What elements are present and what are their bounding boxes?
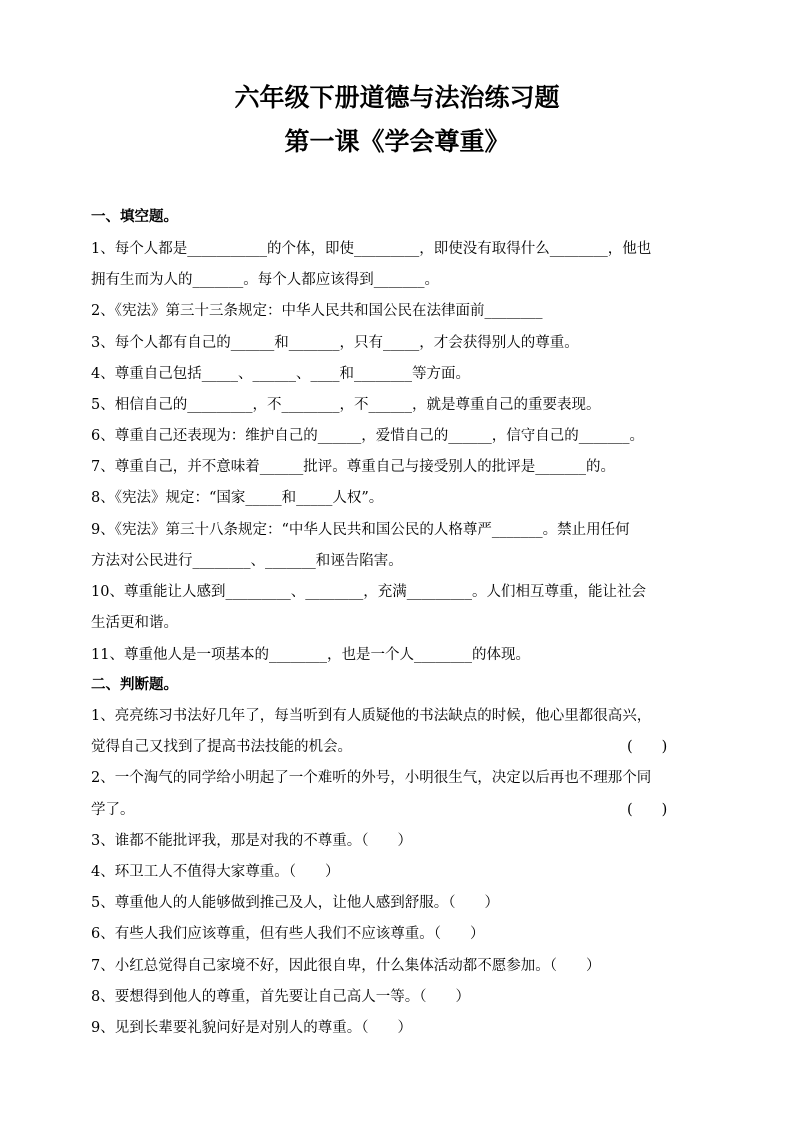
true-false-q5: 5、尊重他人的人能够做到推己及人，让他人感到舒服。（ ） bbox=[91, 895, 499, 911]
fill-blank-q2: 2、《宪法》第三十三条规定：中华人民共和国公民在法律面前________ bbox=[91, 303, 543, 319]
fill-blank-q5: 5、相信自己的_________，不________，不______，就是尊重自己的重要表现。 bbox=[91, 397, 601, 413]
true-false-q6: 6、有些人我们应该尊重，但有些人我们不应该尊重。（ ） bbox=[91, 926, 485, 942]
fill-blank-q4: 4、尊重自己包括_____、______、____和________等方面。 bbox=[91, 366, 470, 382]
true-false-q1-line2: 觉得自己又找到了提高书法技能的机会。 bbox=[91, 739, 352, 755]
fill-blank-q10-line1: 10、尊重能让人感到_________、________，充满_________。人们相互尊重，能让社会 bbox=[91, 584, 646, 600]
fill-blank-q9-line1: 9、《宪法》第三十八条规定：“中华人民共和国公民的人格尊严_______。禁止用任何 bbox=[91, 522, 630, 538]
fill-blank-q1-line1: 1、每个人都是___________的个体，即使_________，即使没有取得什么________，他也 bbox=[91, 241, 652, 257]
true-false-q7: 7、小红总觉得自己家境不好，因此很自卑，什么集体活动都不愿参加。（ ） bbox=[91, 958, 601, 974]
fill-blank-q11: 11、尊重他人是一项基本的________，也是一个人________的体现。 bbox=[91, 647, 530, 663]
answer-parentheses[interactable]: ( ) bbox=[627, 739, 668, 755]
fill-blank-q3: 3、每个人都有自己的______和_______，只有_____，才会获得别人的尊重。 bbox=[91, 335, 579, 351]
true-false-q4: 4、环卫工人不值得大家尊重。（ ） bbox=[91, 864, 340, 880]
true-false-q9: 9、见到长辈要礼貌问好是对别人的尊重。（ ） bbox=[91, 1020, 412, 1036]
fill-blank-q10-line2: 生活更和谐。 bbox=[91, 615, 178, 631]
answer-parentheses[interactable]: ( ) bbox=[627, 802, 668, 818]
true-false-q8: 8、要想得到他人的尊重，首先要让自己高人一等。（ ） bbox=[91, 989, 470, 1005]
true-false-q1-line1: 1、亮亮练习书法好几年了，每当听到有人质疑他的书法缺点的时候，他心里都很高兴， bbox=[91, 708, 652, 724]
true-false-q2-line1: 2、一个淘气的同学给小明起了一个难听的外号，小明很生气，决定以后再也不理那个同 bbox=[91, 770, 652, 786]
fill-blank-q9-line2: 方法对公民进行________、_______和诬告陷害。 bbox=[91, 553, 403, 569]
fill-blank-q7: 7、尊重自己，并不意味着______批评。尊重自己与接受别人的批评是_______的。 bbox=[91, 459, 615, 475]
page-title: 六年级下册道德与法治练习题 bbox=[234, 83, 560, 112]
true-false-q2-line2: 学了。 bbox=[91, 802, 135, 818]
fill-blank-q8: 8、《宪法》规定：“国家_____和_____人权”。 bbox=[91, 490, 384, 506]
section-heading-true-false: 二、判断题。 bbox=[91, 676, 178, 693]
fill-blank-q1-line2: 拥有生而为人的_______。每个人都应该得到_______。 bbox=[91, 272, 439, 288]
page-subtitle: 第一课《学会尊重》 bbox=[284, 127, 510, 156]
section-heading-fill-blank: 一、填空题。 bbox=[91, 208, 178, 225]
fill-blank-q6: 6、尊重自己还表现为：维护自己的______，爱惜自己的______，信守自己的_______。 bbox=[91, 428, 644, 444]
true-false-q3: 3、谁都不能批评我，那是对我的不尊重。（ ） bbox=[91, 833, 412, 849]
